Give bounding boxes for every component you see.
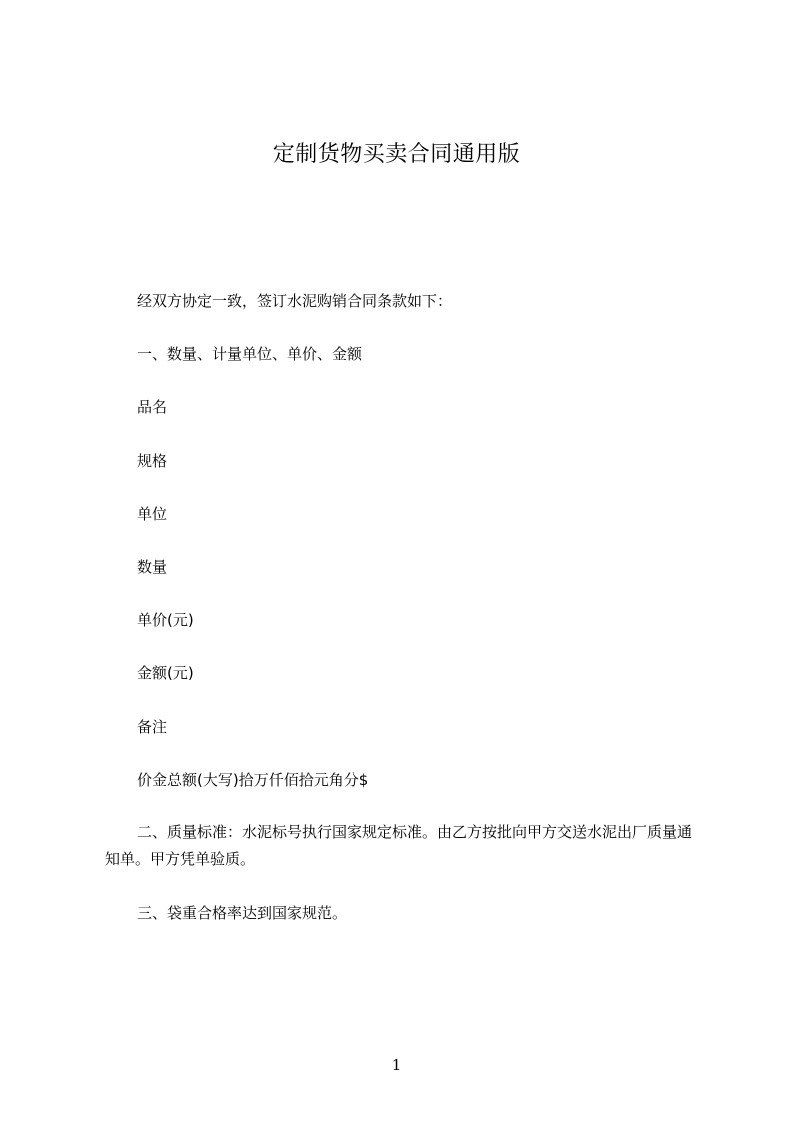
field-amount: 金额(元) xyxy=(137,664,194,682)
page-number: 1 xyxy=(391,1056,402,1074)
section-1-heading: 一、数量、计量单位、单价、金额 xyxy=(137,345,363,363)
field-remarks: 备注 xyxy=(137,718,168,736)
field-product-name: 品名 xyxy=(137,398,168,416)
field-quantity: 数量 xyxy=(137,558,168,576)
field-unit-price: 单价(元) xyxy=(137,611,194,629)
field-unit: 单位 xyxy=(137,505,168,523)
total-amount-line: 价金总额(大写)拾万仟佰拾元角分$ xyxy=(137,771,369,789)
section-2-quality-standard: 二、质量标准：水泥标号执行国家规定标准。由乙方按批向甲方交送水泥出厂质量通知单。甲方凭单验质。 xyxy=(105,823,693,868)
field-specification: 规格 xyxy=(137,452,168,470)
intro-paragraph: 经双方协定一致，签订水泥购销合同条款如下： xyxy=(137,292,453,310)
document-title: 定制货物买卖合同通用版 xyxy=(272,142,521,167)
section-3-bag-weight: 三、袋重合格率达到国家规范。 xyxy=(137,904,348,922)
